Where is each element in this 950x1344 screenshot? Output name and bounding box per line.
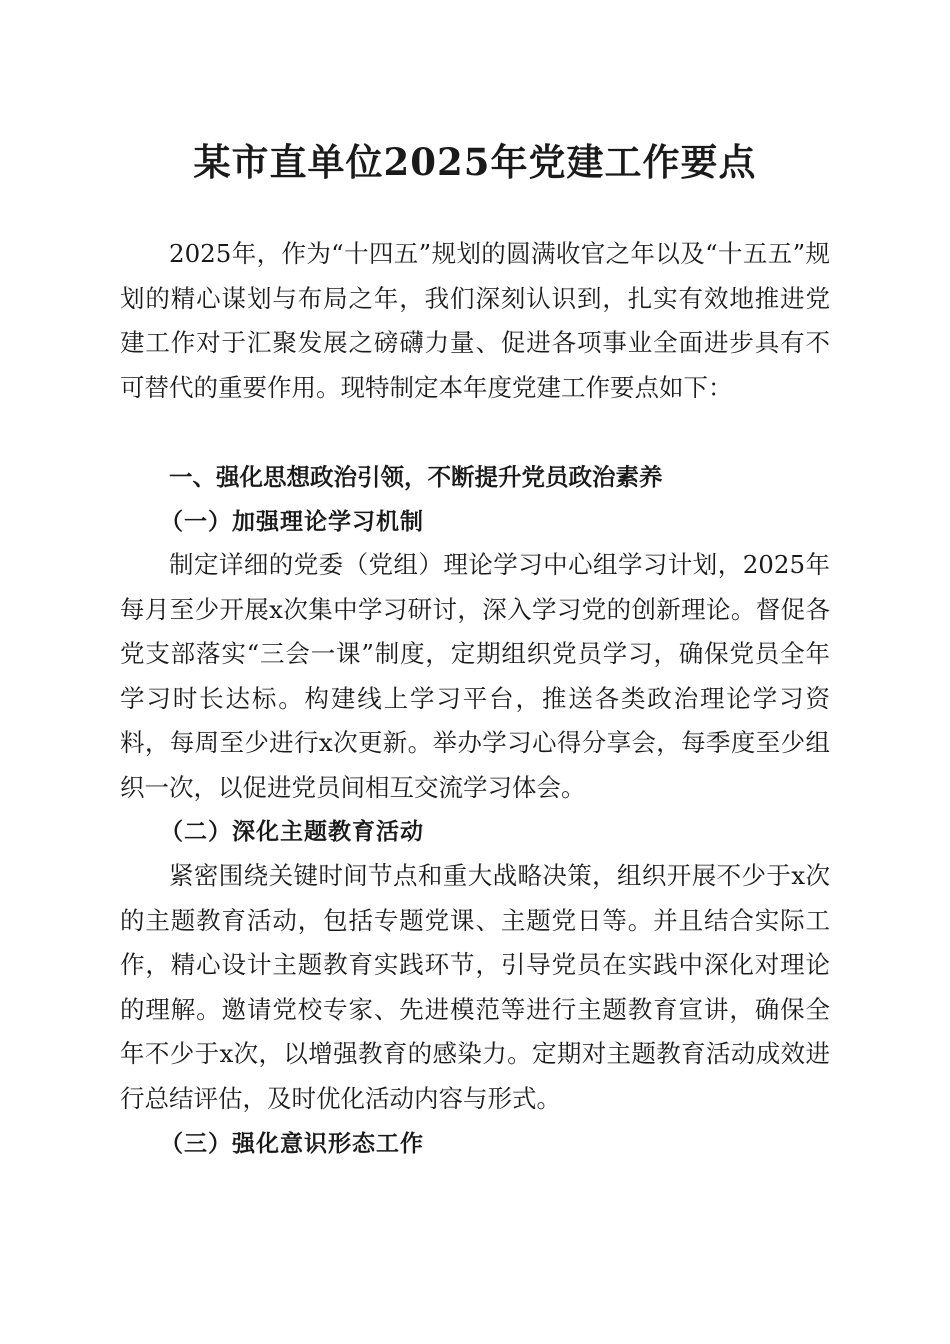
subsection-2-paragraph: 紧密围绕关键时间节点和重大战略决策，组织开展不少于x次的主题教育活动，包括专题党课、主题党日等。并且结合实际工作，精心设计主题教育实践环节，引导党员在实践中深化对理论的理解。邀请党校专家、先进模范等进行主题教育宣讲，确保全年不少于x次，以增强教育的感染力。定期对主题教育活动成效进行总结评估，及时优化活动内容与形式。 (120, 861, 830, 1113)
subsection-3-heading: （三）强化意识形态工作 (160, 1130, 424, 1157)
subsection-2-heading: （二）深化主题教育活动 (160, 818, 424, 845)
document-title: 某市直单位2025年党建工作要点 (193, 140, 757, 184)
subsection-1-paragraph: 制定详细的党委（党组）理论学习中心组学习计划，2025年每月至少开展x次集中学习研讨，深入学习党的创新理论。督促各党支部落实“三会一课”制度，定期组织党员学习，确保党员全年学习时长达标。构建线上学习平台，推送各类政治理论学习资料，每周至少进行x次更新。举办学习心得分享会，每季度至少组织一次，以促进党员间相互交流学习体会。 (120, 550, 830, 802)
section-1-heading: 一、强化思想政治引领，不断提升党员政治素养 (169, 463, 663, 491)
intro-paragraph: 2025年，作为“十四五”规划的圆满收官之年以及“十五五”规划的精心谋划与布局之年，我们深刻认识到，扎实有效地推进党建工作对于汇聚发展之磅礴力量、促进各项事业全面进步具有不可替代的重要作用。现特制定本年度党建工作要点如下： (120, 239, 830, 402)
subsection-1-heading: （一）加强理论学习机制 (160, 508, 424, 535)
